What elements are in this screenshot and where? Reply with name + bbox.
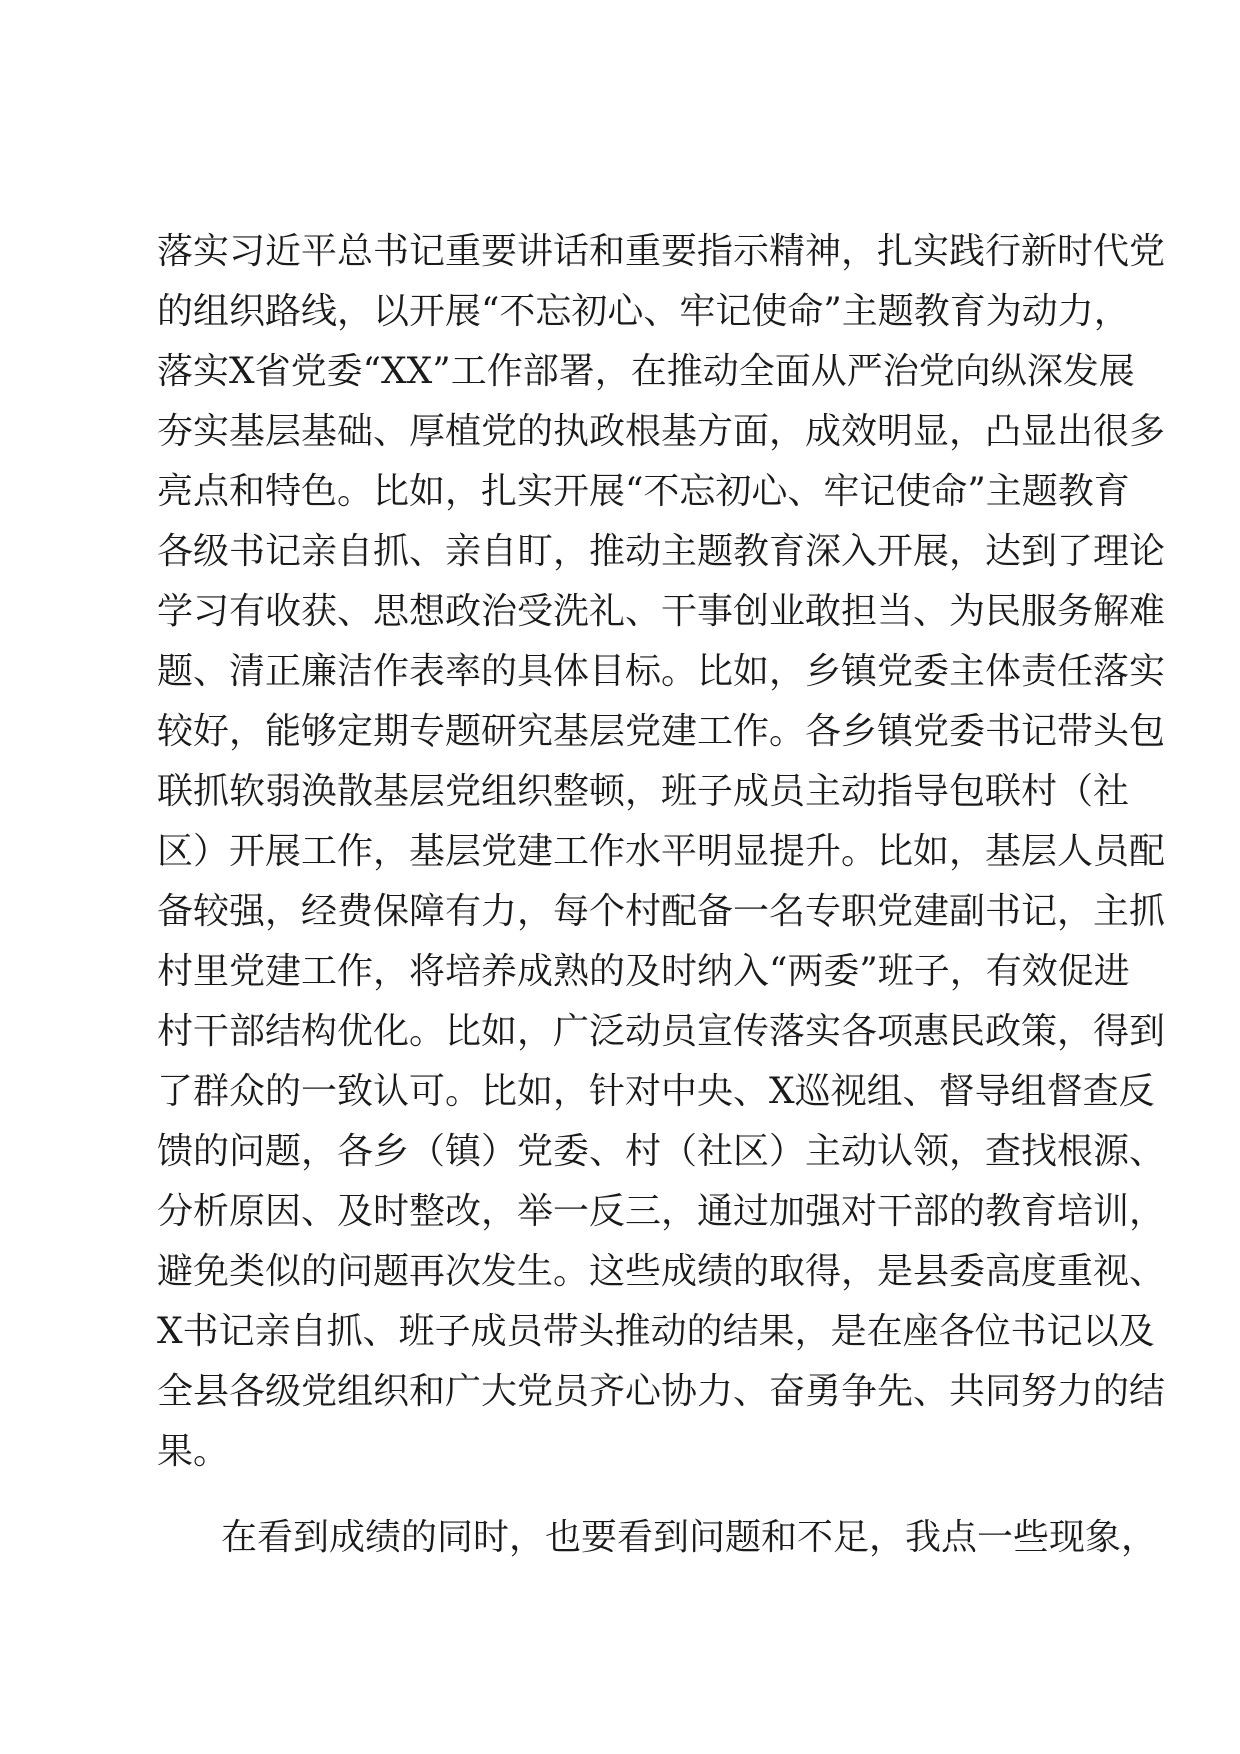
- text-line: 较好，能够定期专题研究基层党建工作。各乡镇党委书记带头包: [157, 711, 1166, 752]
- text-line: 亮点和特色。比如，扎实开展“不忘初心、牢记使命”主题教育: [157, 471, 1130, 512]
- paragraph-2: [157, 1508, 1158, 1568]
- text-line: 避免类似的问题再次发生。这些成绩的取得，是县委高度重视、: [157, 1251, 1166, 1292]
- text-line: X书记亲自抓、班子成员带头推动的结果，是在座各位书记以及: [157, 1311, 1155, 1352]
- text-line: 果。: [157, 1431, 230, 1472]
- text-line: 的组织路线，以开展“不忘初心、牢记使命”主题教育为动力，: [157, 291, 1130, 332]
- text-line: 落实X省党委“XX”工作部署，在推动全面从严治党向纵深发展: [157, 351, 1135, 392]
- text-line: 在看到成绩的同时，也要看到问题和不足，我点一些现象，: [221, 1517, 1158, 1558]
- text-line: 村干部结构优化。比如，广泛动员宣传落实各项惠民政策，得到: [157, 1011, 1166, 1052]
- text-line: 馈的问题，各乡（镇）党委、村（社区）主动认领，查找根源、: [157, 1131, 1166, 1172]
- text-line: 分析原因、及时整改，举一反三，通过加强对干部的教育培训，: [157, 1191, 1166, 1232]
- text-line: 备较强，经费保障有力，每个村配备一名专职党建副书记，主抓: [157, 891, 1166, 932]
- text-line: 区）开展工作，基层党建工作水平明显提升。比如，基层人员配: [157, 831, 1166, 872]
- text-line: 村里党建工作，将培养成熟的及时纳入“两委”班子，有效促进: [157, 951, 1130, 992]
- text-line: 落实习近平总书记重要讲话和重要指示精神，扎实践行新时代党: [157, 231, 1166, 272]
- text-line: 题、清正廉洁作表率的具体目标。比如，乡镇党委主体责任落实: [157, 651, 1166, 692]
- paragraph-1: [157, 222, 1166, 1482]
- text-line: 夯实基层基础、厚植党的执政根基方面，成效明显，凸显出很多: [157, 411, 1166, 452]
- text-line: 全县各级党组织和广大党员齐心协力、奋勇争先、共同努力的结: [157, 1371, 1166, 1412]
- text-line: 了群众的一致认可。比如，针对中央、X巡视组、督导组督查反: [157, 1071, 1155, 1112]
- text-line: 学习有收获、思想政治受洗礼、干事创业敢担当、为民服务解难: [157, 591, 1166, 632]
- text-line: 联抓软弱涣散基层党组织整顿，班子成员主动指导包联村（社: [157, 771, 1130, 812]
- text-line: 各级书记亲自抓、亲自盯，推动主题教育深入开展，达到了理论: [157, 531, 1166, 572]
